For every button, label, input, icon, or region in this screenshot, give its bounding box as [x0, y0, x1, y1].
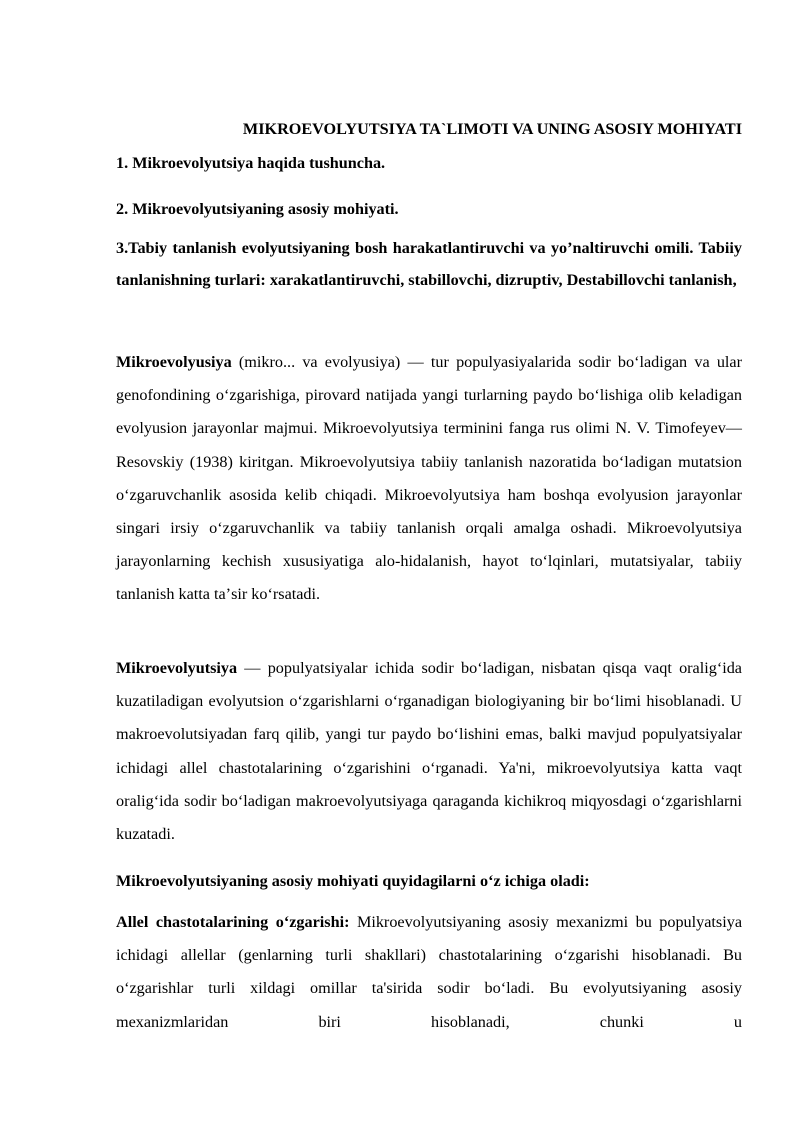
- subsection-heading: Mikroevolyutsiyaning asosiy mohiyati quyidagilarni oʻz ichiga oladi:: [116, 872, 590, 890]
- section-heading-2: 2. Mikroevolyutsiyaning asosiy mohiyati.: [116, 200, 399, 218]
- paragraph-2: [116, 652, 742, 851]
- paragraph-1: [116, 346, 742, 612]
- section-heading-3: 3.Tabiy tanlanish evolyutsiyaning bosh harakatlantiruvchi va yo’naltiruvchi omili. Tabiiy tanlanishning turlari: xarakatlantiruvchi, stabillovchi, dizruptiv, Destabillovchi tanlanish,: [116, 239, 742, 289]
- paragraph-3-term: Allel chastotalarining oʻzgarishi:: [116, 913, 350, 931]
- paragraph-3-text: Mikroevolyutsiyaning asosiy mexanizmi bu populyatsiya ichidagi allellar (genlarning turli shakllari) chastotalarining oʻzgarishi hisoblanadi. Bu oʻzgarishlar turli xildagi omillar ta'sirida sodir boʻladi. Bu evolyutsiyaning asosiy mexanizmlaridan biri hisoblanadi, chunki u: [116, 913, 743, 1031]
- paragraph-3: [116, 906, 742, 1039]
- paragraph-2-term: Mikroevolyutsiya: [116, 659, 238, 677]
- paragraph-1-term: Mikroevolyusiya: [116, 353, 232, 371]
- section-heading-1: 1. Mikroevolyutsiya haqida tushuncha.: [116, 154, 386, 172]
- paragraph-2-text: — populyatsiyalar ichida sodir boʻladigan, nisbatan qisqa vaqt oraligʻida kuzatiladigan evolyutsion oʻzgarishlarni oʻrganadigan biologiyaning bir boʻlimi hisoblanadi. U makroevolutsiyadan farq qilib, yangi tur paydo boʻlishini emas, balki mavjud populyatsiyalar ichidagi allel chastotalarining oʻzgarishini oʻrganadi. Ya'ni, mikroevolyutsiya katta vaqt oraligʻida sodir boʻladigan makroevolyutsiyaga qaraganda kichikroq miqyosdagi oʻzgarishlarni kuzatadi.: [116, 659, 742, 844]
- document-title: MIKROEVOLYUTSIYA TA`LIMOTI VA UNING ASOSIY MOHIYATI: [242, 120, 742, 138]
- paragraph-1-text: (mikro... va evolyusiya) — tur populyasiyalarida sodir boʻladigan va ular genofondining oʻzgarishiga, pirovard natijada yangi turlarning paydo boʻlishiga olib keladigan evolyusion jarayonlar majmui. Mikroevolyutsiya terminini fanga rus olimi N. V. Timofeyev—Resovskiy (1938) kiritgan. Mikroevolyutsiya tabiiy tanlanish nazoratida boʻladigan mutatsion oʻzgaruvchanlik asosida kelib chiqadi. Mikroevolyutsiya ham boshqa evolyusion jarayonlar singari irsiy oʻzgaruvchanlik va tabiiy tanlanish orqali amalga oshadi. Mikroevolyutsiya jarayonlarning kechish xususiyatiga alo-hidalanish, hayot toʻlqinlari, mutatsiyalar, tabiiy tanlanish katta taʼsir koʻrsatadi.: [116, 353, 742, 604]
